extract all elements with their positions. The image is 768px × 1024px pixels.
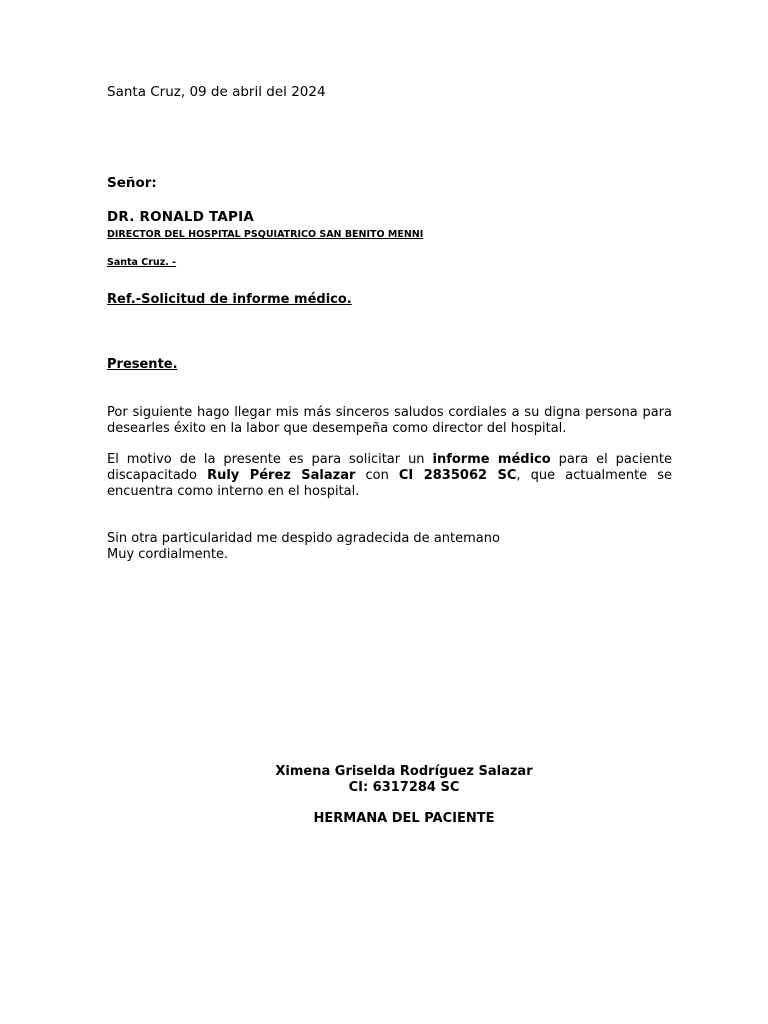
body-paragraph-request bbox=[107, 452, 672, 500]
signature-name: Ximena Griselda Rodríguez Salazar bbox=[275, 764, 533, 779]
patient-name: Ruly Pérez Salazar bbox=[207, 468, 356, 483]
recipient-name: DR. RONALD TAPIA bbox=[107, 209, 254, 225]
reference-line: Ref.-Solicitud de informe médico. bbox=[107, 292, 352, 307]
recipient-city: Santa Cruz. - bbox=[107, 257, 177, 268]
recipient-title: DIRECTOR DEL HOSPITAL PSQUIATRICO SAN BENITO MENNI bbox=[107, 229, 424, 240]
signature-id: CI: 6317284 SC bbox=[348, 780, 460, 795]
closing-line-2: Muy cordialmente. bbox=[107, 547, 229, 562]
request-text-1: El motivo de la presente es para solicitar un bbox=[107, 452, 433, 467]
request-bold-informe: informe médico bbox=[432, 452, 551, 467]
request-text-2: para el paciente discapacitado bbox=[107, 452, 672, 483]
request-text-4: , que actualmente se encuentra como interno en el hospital. bbox=[107, 468, 672, 499]
presente-line: Presente. bbox=[107, 357, 178, 372]
date-line: Santa Cruz, 09 de abril del 2024 bbox=[107, 84, 326, 100]
closing-line-1: Sin otra particularidad me despido agradecida de antemano bbox=[107, 531, 500, 546]
body-paragraph-greeting: Por siguiente hago llegar mis más sinceros saludos cordiales a su digna persona para desearles éxito en la labor que desempeña como director del hospital. bbox=[107, 405, 672, 436]
request-text-3: con bbox=[355, 468, 399, 483]
closing-block bbox=[107, 531, 500, 563]
signature-role: HERMANA DEL PACIENTE bbox=[313, 811, 495, 826]
patient-id: CI 2835062 SC bbox=[398, 468, 517, 483]
salutation-heading: Señor: bbox=[107, 175, 157, 191]
